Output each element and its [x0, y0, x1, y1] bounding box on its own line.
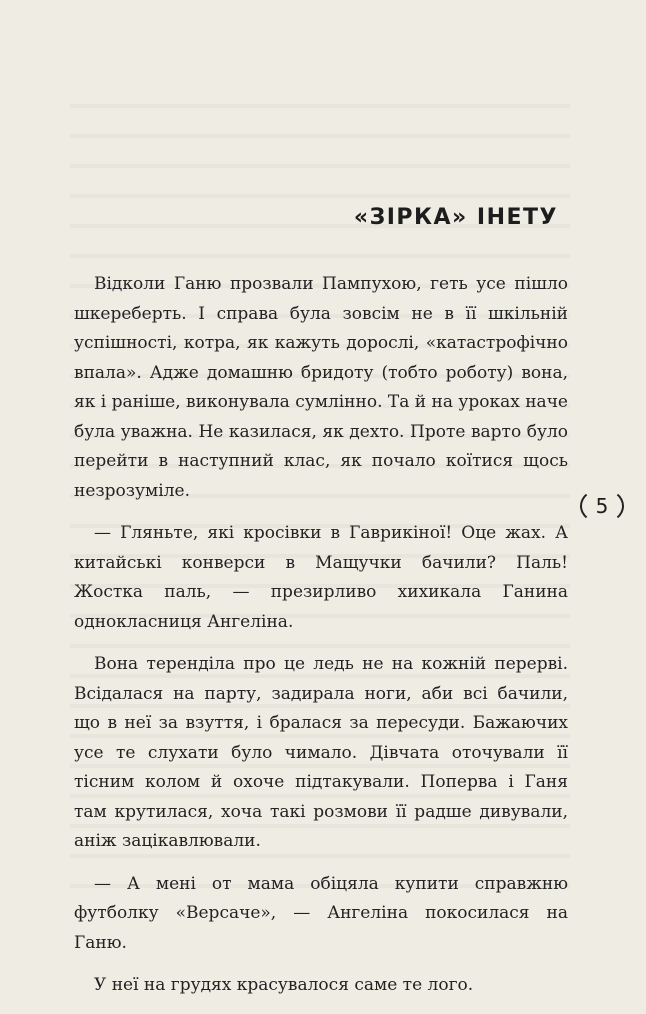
paragraph: — Гляньте, які кросівки в Гаврикіної! Оце жах. А китайські конверси в Мащучки бачили? Паль! Жостка паль, — презирливо хихикала Ганина однокласниця Ангеліна.	[74, 523, 568, 632]
paragraph: — А мені от мама обіцяла купити справжню футболку «Версаче», — Ангеліна покосилася на Ганю.	[74, 873, 568, 953]
page-number: 5	[595, 494, 609, 518]
paragraph: Вона терендiла про це ледь не на кожній перерві. Всідалася на парту, задирала ноги, аби всі бачили, що в неї за взуття, і бралася за пересуди. Бажаючих усе те слухати було чимало. Дівчата оточували її тісним колом й охоче підтакували. Поперва і Ганя там крутилася, хоча такі розмови її радше дивували, аніж зацікавлювали.	[74, 654, 568, 851]
paragraph: Відколи Ганю прозвали Пампухою, геть усе пішло шкереберть. І справа була зовсім не в її шкільній успішності, котра, як кажуть дорослі, «катастрофічно впала». Адже домашню бридоту (тобто роботу) вона, як і раніше, виконувала сумлінно. Та й на уроках наче була уважна. Не казилася, як дехто. Проте варто було перейти в наступний клас, як почало коїтися щось незрозуміле.	[74, 274, 568, 501]
page-number-badge	[580, 488, 624, 524]
paragraph: У неї на грудях красувалося саме те лого.	[94, 975, 474, 995]
chapter-title: «ЗІРКА» ІНЕТУ	[353, 205, 558, 230]
body-text	[74, 270, 568, 1014]
